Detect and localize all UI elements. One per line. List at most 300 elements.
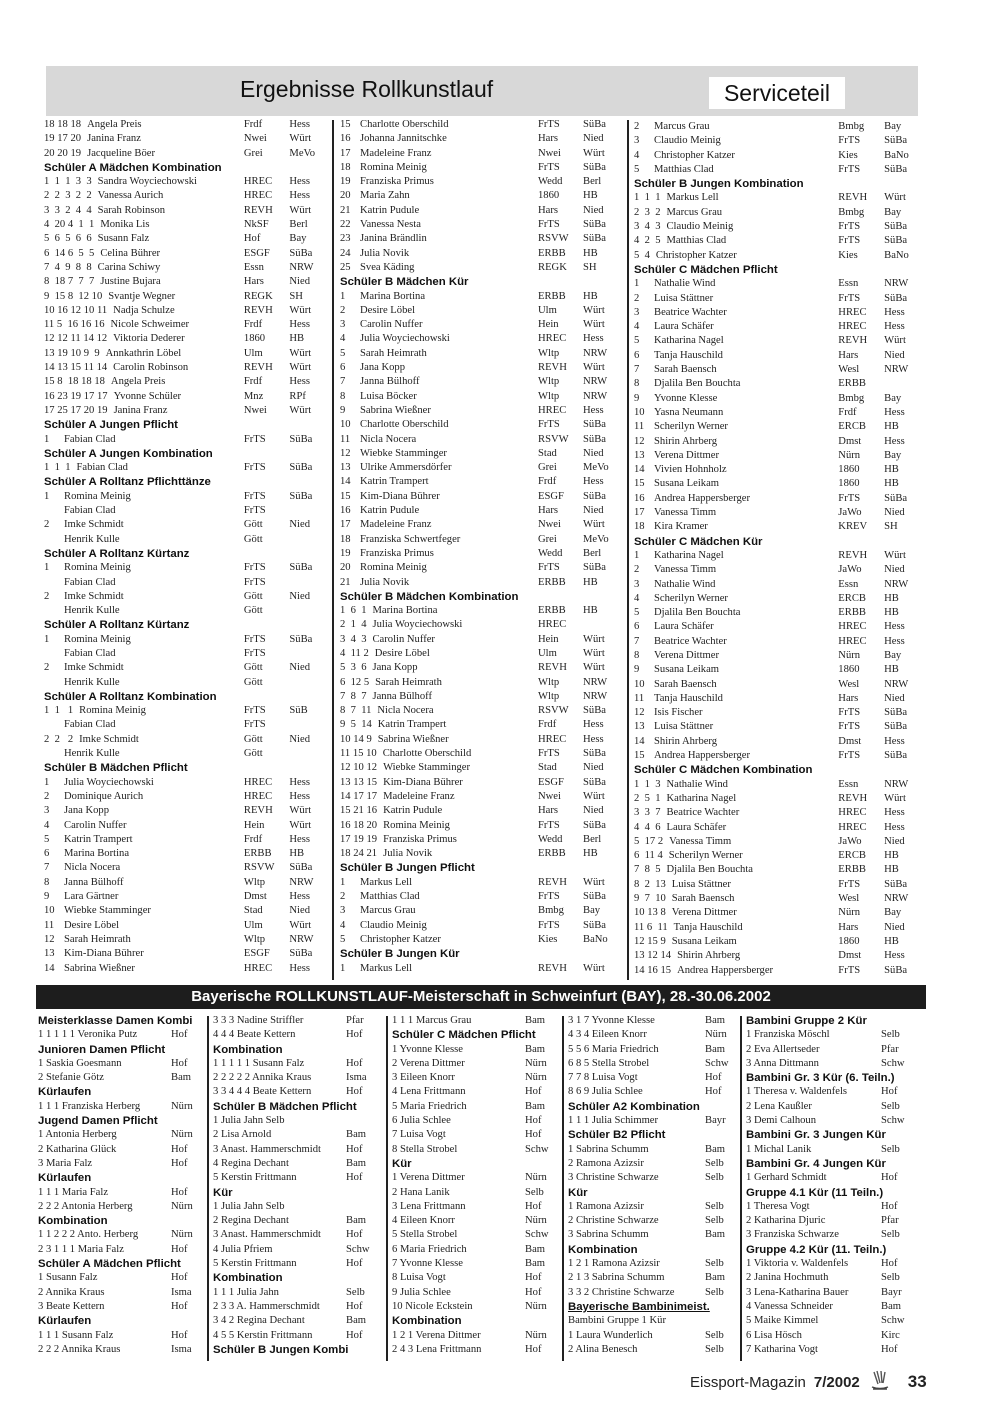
placements: 2 5 1 [634, 792, 661, 804]
region: NRW [289, 933, 314, 945]
result-row [38, 1128, 203, 1142]
placements: 9 [634, 392, 640, 404]
skater-name: 4 Lena Frittmann [392, 1086, 466, 1098]
skater-name: Tanja Hauschild [673, 921, 743, 933]
club: Hof [171, 1329, 188, 1341]
skater-name: Nathalie Wind [654, 278, 716, 290]
result-row [340, 576, 630, 590]
result-row [44, 933, 329, 947]
skater-name: Beatrice Wachter [666, 807, 740, 819]
result-row [213, 1257, 378, 1271]
skater-name: Sarah Heimrath [375, 676, 442, 688]
skater-name: Kira Kramer [654, 521, 708, 533]
skater-name: 2 2 2 2 2 Annika Kraus [213, 1072, 312, 1084]
result-row [38, 1057, 203, 1071]
result-row [746, 1200, 916, 1214]
result-row [392, 1114, 557, 1128]
placements: 21 [340, 204, 351, 216]
club: Pfar [881, 1215, 899, 1227]
placements: 2 [340, 304, 346, 316]
skater-name: Katharina Nagel [654, 335, 724, 347]
club: HREC [838, 306, 867, 318]
skater-name: 9 Julia Schlee [392, 1286, 451, 1298]
club: Schw [705, 1057, 729, 1069]
result-row [634, 606, 924, 620]
region: SüBa [289, 862, 313, 874]
result-row [392, 1300, 557, 1314]
club: Bam [705, 1272, 726, 1284]
club: Hof [346, 1057, 363, 1069]
placements: 7 8 7 [340, 690, 367, 702]
skater-name: Yvonne Klesse [654, 392, 718, 404]
club: FrTS [838, 964, 861, 976]
skater-name: 3 1 7 Yvonne Klesse [568, 1015, 655, 1026]
skater-name: Verena Dittmer [671, 907, 737, 919]
skater-name: Laura Schäfer [666, 821, 727, 833]
result-row [340, 761, 630, 775]
club: Hof [705, 1072, 722, 1084]
region: SüBa [289, 462, 313, 474]
result-row [44, 147, 329, 161]
result-row [38, 1071, 203, 1085]
skater-name: 6 Lisa Hösch [746, 1329, 802, 1341]
result-row [340, 490, 630, 504]
placements: 1 [340, 876, 346, 888]
result-row [340, 232, 630, 246]
region: Hess [884, 435, 905, 447]
region: NRW [289, 261, 314, 273]
skater-name: Angela Preis [110, 376, 166, 388]
region: Bay [583, 905, 601, 917]
skater-name: Shirin Ahrberg [654, 735, 718, 747]
club: Nürn [525, 1300, 547, 1312]
club: Selb [881, 1229, 900, 1241]
club: Ulm [538, 647, 557, 659]
club: Hof [171, 1186, 188, 1198]
result-row [44, 461, 329, 475]
region: SüBa [583, 433, 606, 445]
placements: 1 6 1 [340, 605, 367, 617]
club: Selb [705, 1258, 724, 1270]
result-row [44, 433, 329, 447]
result-row [38, 1286, 203, 1300]
result-row [44, 189, 329, 203]
result-row [213, 1143, 378, 1157]
region: Würt [884, 792, 906, 804]
result-row [44, 947, 329, 961]
club: Grei [243, 147, 263, 159]
club: Wltp [538, 690, 560, 702]
club: Wedd [538, 176, 563, 188]
result-row [392, 1228, 557, 1242]
skater-name: 4 Julia Pfriem [213, 1243, 273, 1255]
region: HB [884, 864, 899, 876]
club: Selb [881, 1272, 900, 1284]
placements: 4 20 4 1 1 [44, 219, 95, 231]
region: HB [884, 935, 899, 947]
skater-name: Julia Woyciechowski [360, 333, 450, 345]
club: Hof [525, 1272, 542, 1284]
club: Ulm [243, 347, 263, 359]
skater-name: Shirin Ahrberg [654, 435, 718, 447]
result-row [44, 275, 329, 289]
skater-name: Luisa Stättner [654, 292, 714, 304]
placements: 8 2 13 [634, 878, 666, 890]
club: Selb [705, 1200, 724, 1212]
result-row [568, 1214, 738, 1228]
placements: 11 [634, 692, 645, 704]
skater-name: Djalila Ben Bouchta [654, 607, 741, 619]
skater-name: Andrea Happersberger [677, 964, 774, 976]
skater-name: 2 2 2 Antonia Herberg [38, 1200, 133, 1212]
club: 1860 [838, 664, 860, 676]
club: Nürn [171, 1200, 193, 1212]
result-row [568, 1143, 738, 1157]
result-row [340, 447, 630, 461]
result-row [634, 206, 924, 220]
region: SüBa [289, 562, 313, 574]
club: HREC [538, 619, 567, 631]
category-heading: Kombination [392, 1315, 462, 1328]
club: KREV [838, 521, 868, 533]
skater-name: Vivien Hohnholz [654, 464, 727, 476]
skater-name: Romina Meinig [79, 705, 146, 717]
skater-name: Monika Lis [100, 219, 150, 231]
region: SüBa [289, 433, 313, 445]
region: Würt [583, 319, 605, 331]
issue-number: 7/2002 [813, 1373, 860, 1391]
region: SüBa [583, 219, 606, 231]
category-heading: Kür [568, 1186, 588, 1199]
placements: 8 [634, 378, 640, 390]
region: HB [583, 290, 598, 302]
skater-name: Fabian Clad [64, 719, 116, 731]
page-title: Ergebnisse Rollkunstlauf [240, 76, 494, 102]
club: Bmbg [838, 121, 865, 132]
club: Selb [705, 1172, 724, 1184]
skater-name: Annkathrin Löbel [105, 347, 182, 359]
result-row [746, 1043, 916, 1057]
placements: 12 [340, 447, 351, 459]
skater-name: Laura Schäfer [654, 321, 714, 333]
result-row [340, 175, 630, 189]
result-row [340, 804, 630, 818]
region: Nied [884, 921, 905, 933]
club: Wltp [243, 876, 266, 888]
skater-name: Julia Novik [383, 848, 433, 860]
placements: 13 [634, 449, 645, 461]
skater-name: 4 Vanessa Schneider [746, 1300, 833, 1312]
club: Bam [346, 1315, 367, 1327]
placements: 3 3 7 [634, 807, 661, 819]
placements: 5 17 2 [634, 835, 664, 847]
group-label: Bambini Gruppe 1 Kür [568, 1315, 666, 1327]
result-row [746, 1057, 916, 1071]
club: Hof [705, 1086, 722, 1098]
club: Gött [243, 533, 263, 545]
category-heading: Schüler C Mädchen Kür [634, 535, 763, 548]
club: ERBB [538, 247, 566, 259]
skater-name: Katharina Nagel [666, 792, 737, 804]
region: Hess [583, 476, 604, 488]
placements: 7 [340, 376, 346, 388]
result-row [634, 678, 924, 692]
placements: 20 [340, 190, 351, 202]
club: FrTS [838, 292, 861, 304]
club: Hof [881, 1258, 898, 1270]
skater-name: Janna Bülhoff [360, 376, 420, 388]
placements: 3 4 3 [340, 633, 367, 645]
skater-name: Wiebke Stamminger [383, 762, 471, 774]
skater-name: 2 Alina Benesch [568, 1343, 638, 1355]
result-row [340, 132, 630, 146]
result-row [340, 962, 630, 976]
club: FrTS [538, 819, 560, 831]
club: HREC [538, 733, 567, 745]
placements: 2 2 2 [44, 733, 74, 745]
page-footer [690, 1368, 927, 1396]
result-row [44, 232, 329, 246]
club: Isma [171, 1286, 192, 1298]
skater-name: Nicole Schweimer [110, 319, 190, 331]
skater-name: 3 Lena Frittmann [392, 1200, 466, 1212]
region: Berl [583, 176, 602, 188]
result-row [44, 661, 329, 675]
placements: 1 [340, 290, 346, 302]
skater-name: 7 Luisa Vogt [392, 1129, 446, 1141]
result-row [340, 819, 630, 833]
club: ESGF [538, 776, 564, 788]
result-row [568, 1085, 738, 1099]
skater-name: Andrea Happersberger [654, 750, 750, 762]
club: FrTS [838, 235, 861, 247]
result-row [634, 449, 924, 463]
placements: 7 [634, 635, 640, 647]
result-row [213, 1071, 378, 1085]
placements: 11 [340, 433, 351, 445]
region: BaNo [884, 249, 909, 261]
skater-name: Romina Meinig [64, 562, 131, 574]
skater-name: Charlotte Oberschild [360, 119, 449, 130]
club: Hein [538, 633, 559, 645]
result-row [44, 518, 329, 532]
skater-name: 1 Theresa v. Waldenfels [746, 1086, 848, 1098]
club: Bmbg [538, 905, 564, 917]
skater-name: 4 Regina Dechant [213, 1157, 289, 1169]
club: Frdf [243, 319, 263, 331]
placements: 2 [44, 519, 50, 531]
skater-name: 5 5 6 Maria Friedrich [568, 1043, 659, 1055]
club: Hof [525, 1200, 542, 1212]
club: HREC [243, 176, 273, 188]
skater-name: Madeleine Franz [360, 519, 432, 531]
category-heading: Kombination [213, 1043, 283, 1056]
skater-name: 1 1 1 1 1 Veronika Putz [38, 1029, 138, 1041]
placements: 10 14 9 [340, 733, 372, 745]
result-row [44, 347, 329, 361]
result-row [340, 204, 630, 218]
club: REVH [538, 662, 567, 674]
region: SüBa [583, 161, 606, 173]
region [289, 676, 329, 690]
category-heading: Bayerische Bambinimeist. [568, 1300, 710, 1313]
club: REVH [838, 549, 868, 561]
skater-name: Sabrina Wießner [64, 962, 135, 974]
skater-name: 1 Laura Wunderlich [568, 1329, 653, 1341]
club: 1860 [838, 478, 860, 490]
skater-name: Marcus Grau [654, 121, 710, 132]
club: HREC [243, 790, 273, 802]
skater-name: Henrik Kulle [64, 676, 120, 688]
skater-name: Angela Preis [87, 119, 142, 130]
skater-name: Carolin Nuffer [360, 319, 423, 331]
skater-name: Wiebke Stamminger [64, 905, 151, 917]
region: Hess [583, 333, 604, 345]
region: SüBa [884, 707, 908, 719]
result-row [340, 718, 630, 732]
club: Hof [346, 1143, 363, 1155]
club: Hof [171, 1300, 188, 1312]
skater-name: Vanessa Nesta [360, 219, 421, 231]
club: REVH [538, 962, 567, 974]
category-heading: Gruppe 4.1 Kür (11 Teiln.) [746, 1186, 884, 1199]
club: Bayr [881, 1286, 902, 1298]
region: SüBa [583, 119, 606, 130]
skater-name: Imke Schmidt [64, 590, 124, 602]
skater-name: Markus Lell [666, 192, 719, 204]
result-row [44, 718, 329, 732]
result-row [568, 1071, 738, 1085]
magazine-name: Eissport-Magazin [690, 1373, 806, 1391]
skater-name: 1 Theresa Vogt [746, 1200, 810, 1212]
skater-name: 2 3 3 A. Hammerschmidt [213, 1300, 320, 1312]
result-row [44, 132, 329, 146]
club: 1860 [538, 190, 560, 202]
result-row [746, 1114, 916, 1128]
result-row [634, 363, 924, 377]
category-heading: Kombination [38, 1215, 108, 1228]
placements: 18 [340, 161, 351, 173]
region: Würt [884, 335, 906, 347]
placements: 1 [340, 962, 346, 974]
club: Wedd [538, 547, 563, 559]
result-row [44, 847, 329, 861]
club: Hof [346, 1029, 363, 1041]
club: FrTS [538, 748, 560, 760]
result-row [340, 833, 630, 847]
placements: 4 [340, 333, 346, 345]
placements: 4 [634, 321, 640, 333]
club: JaWo [838, 835, 862, 847]
result-row [44, 876, 329, 890]
placements: 1 1 3 [634, 778, 661, 790]
skater-name: Matthias Clad [360, 891, 420, 903]
club: Nürn [705, 1029, 727, 1041]
club: Selb [881, 1029, 900, 1041]
category-heading: Gruppe 4.2 Kür (11. Teiln.) [746, 1243, 887, 1256]
result-row [746, 1343, 916, 1357]
placements: 21 [340, 576, 351, 588]
category-heading: Junioren Damen Pflicht [38, 1043, 166, 1056]
skater-name: Markus Lell [360, 962, 413, 974]
region: SüBa [583, 233, 606, 245]
region: SüBa [583, 419, 606, 431]
club: Selb [705, 1329, 724, 1341]
club: Hof [346, 1300, 363, 1312]
skater-name: Vanessa Timm [669, 835, 732, 847]
region [884, 377, 924, 391]
result-row [44, 819, 329, 833]
placements: 9 15 8 12 10 [44, 290, 103, 302]
skater-name: Beatrice Wachter [654, 635, 727, 647]
region: Nied [583, 447, 604, 459]
category-heading: Schüler A Mädchen Pflicht [38, 1258, 181, 1271]
result-row [634, 306, 924, 320]
region: SüBa [289, 247, 313, 259]
result-row [44, 561, 329, 575]
skater-name: Imke Schmidt [79, 733, 139, 745]
result-row [392, 1214, 557, 1228]
club: Hof [881, 1086, 898, 1098]
club: Pfar [881, 1043, 899, 1055]
region: SüBa [289, 490, 313, 502]
skater-name: 5 Kerstin Frittmann [213, 1172, 297, 1184]
category-heading: Bambini Gr. 4 Jungen Kür [746, 1157, 886, 1170]
skater-name: Christopher Katzer [655, 249, 737, 261]
skater-name: 2 Annika Kraus [38, 1286, 105, 1298]
skater-name: Kim-Diana Bührer [64, 948, 144, 960]
result-row [634, 749, 924, 763]
placements: 3 [340, 905, 346, 917]
region: Hess [884, 406, 905, 418]
result-row [213, 1014, 378, 1028]
region: Nied [289, 276, 310, 288]
skater-name: 1 Viktoria v. Waldenfels [746, 1258, 849, 1270]
region: Würt [289, 304, 312, 316]
result-row [44, 118, 329, 132]
club: RSVW [538, 233, 569, 245]
result-row [213, 1114, 378, 1128]
skater-name: Claudio Meinig [654, 135, 721, 147]
result-row [746, 1085, 916, 1099]
region: Hess [884, 321, 905, 333]
region: SüB [289, 705, 308, 717]
club: Hof [525, 1129, 542, 1141]
club: REVH [243, 362, 273, 374]
club: Isma [346, 1072, 367, 1084]
result-row [44, 404, 329, 418]
skater-name: Djalila Ben Bouchta [666, 864, 753, 876]
result-row [634, 578, 924, 592]
skater-name: Sarah Baensch [654, 678, 717, 690]
region: Würt [289, 919, 312, 931]
placements: 18 [634, 521, 645, 533]
category-heading: Schüler B Mädchen Kombination [340, 590, 519, 603]
result-row [634, 249, 924, 263]
club: Hars [538, 133, 559, 145]
skater-name: Yvonne Schüler [113, 390, 182, 402]
skater-name: Luisa Stättner [671, 878, 731, 890]
placements: 7 [44, 862, 50, 874]
club: Nwei [243, 133, 267, 145]
placements: 15 21 16 [340, 805, 378, 817]
region: HB [884, 478, 899, 490]
skater-name: Celina Bührer [100, 247, 161, 259]
skater-name: Tanja Hauschild [654, 692, 723, 704]
result-row [340, 475, 630, 489]
placements: 2 [634, 292, 640, 304]
skater-name: Tanja Hauschild [654, 349, 723, 361]
